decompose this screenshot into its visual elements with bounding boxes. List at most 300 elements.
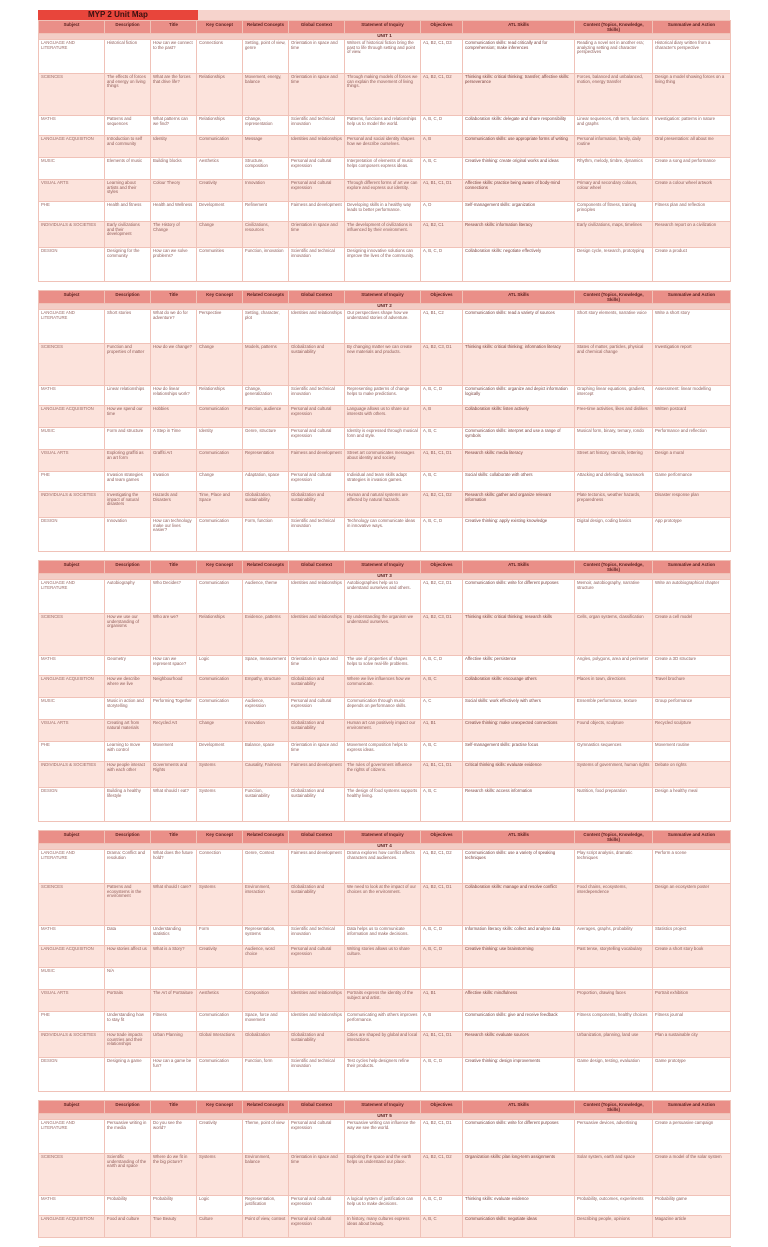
table-cell: Systems [197,884,243,926]
column-header: Subject [39,291,105,304]
table-cell: Primary and secondary colours, colour wheel [575,180,653,202]
column-header: ATL Skills [463,831,575,844]
subject-row [39,248,731,282]
table-cell: A1, B1, C2 [421,310,463,344]
table-cell: Gymnastics sequences [575,742,653,762]
subject-row [39,450,731,472]
table-cell: Probability game [653,1196,731,1216]
table-cell: Performance and reflection [653,428,731,450]
subject-cell: LANGUAGE ACQUISITION [39,1216,105,1238]
table-cell: Linear sequences, nth term, functions and graphs [575,116,653,136]
table-cell [575,968,653,990]
column-header: Content (Topics, Knowledge, Skills) [575,561,653,574]
table-cell: Musical form, binary, ternary, rondo [575,428,653,450]
table-cell: Persuasive devices, advertising [575,1120,653,1154]
table-cell: Solar system, earth and space [575,1154,653,1196]
column-header: Title [151,21,197,34]
table-cell: A1, B2, C1, D2 [421,850,463,884]
table-cell: Create a model of the solar system [653,1154,731,1196]
table-cell: Elements of music [105,158,151,180]
column-header: Title [151,831,197,844]
column-header: Global Context [289,831,345,844]
table-cell: How we use our understanding of organisms [105,614,151,656]
table-cell: How stories affect us [105,946,151,968]
column-header: Global Context [289,21,345,34]
column-header: Objectives [421,291,463,304]
table-cell: Data [105,926,151,946]
table-cell: Design cycle, research, prototyping [575,248,653,282]
spacer-cell [39,1238,731,1247]
table-cell: Game prototype [653,1058,731,1092]
table-cell: The effects of forces and energy on living things [105,74,151,116]
table-cell: Who Decides? [151,580,197,614]
table-cell: Thinking skills: critical thinking; information literacy [463,344,575,386]
column-header: Key Concept [197,21,243,34]
table-cell: Communication skills: use a variety of speaking techniques [463,850,575,884]
table-cell: Designing a game [105,1058,151,1092]
table-cell: Group performance [653,698,731,720]
table-cell: Relationships [197,386,243,406]
column-header: Key Concept [197,561,243,574]
table-cell: How we spend our time [105,406,151,428]
table-cell: Investigation: patterns in nature [653,116,731,136]
table-cell: Neighbourhood [151,676,197,698]
table-cell: Fairness and development [289,850,345,884]
table-cell: Invasion [151,472,197,492]
subject-row [39,762,731,788]
table-cell: Time, Place and Space [197,492,243,518]
subject-row [39,742,731,762]
table-cell: Globalization and sustainability [289,788,345,822]
table-cell: Orientation in space and time [289,742,345,762]
table-cell: Point of view, context [243,1216,289,1238]
subject-row [39,614,731,656]
table-cell: Governments and Rights [151,762,197,788]
table-cell: Ensemble performance, texture [575,698,653,720]
table-cell: A, B, C [421,742,463,762]
column-header: Related Concepts [243,291,289,304]
table-cell: Through different forms of art we can explore and express our identity. [345,180,421,202]
table-cell: Change [197,344,243,386]
subject-cell: DESIGN [39,248,105,282]
table-cell: Audience, theme [243,580,289,614]
table-cell [345,968,421,990]
table-cell: Written postcard [653,406,731,428]
table-cell: Form and structure [105,428,151,450]
subject-cell: SCIENCES [39,884,105,926]
column-header: Related Concepts [243,831,289,844]
table-cell: Persuasive writing can influence the way we see the world. [345,1120,421,1154]
table-cell: Change, representation [243,116,289,136]
table-cell: A, B, C [421,472,463,492]
table-cell: App prototype [653,518,731,552]
table-cell: A1, B2, C3, D1 [421,614,463,656]
table-cell: A Step in Time [151,428,197,450]
table-cell: Street art history, stencils, lettering [575,450,653,472]
column-header: Summative and Action [653,21,731,34]
subject-row [39,580,731,614]
table-cell: Components of fitness, training principles [575,202,653,222]
table-cell: Performing Together [151,698,197,720]
table-cell: Globalization and sustainability [289,676,345,698]
table-cell: Cells, organ systems, classification [575,614,653,656]
table-cell: Places in town, directions [575,676,653,698]
table-cell: Communication [197,450,243,472]
table-cell: By understanding the organism we understand ourselves. [345,614,421,656]
table-cell: Probability, outcomes, experiments [575,1196,653,1216]
table-cell: Design a healthy meal [653,788,731,822]
subject-row [39,1196,731,1216]
subject-cell: MUSIC [39,698,105,720]
column-header: Objectives [421,561,463,574]
table-cell: Communication [197,580,243,614]
table-cell: Understanding statistics [151,926,197,946]
table-cell: Personal and cultural expression [289,1196,345,1216]
spacer-cell [39,552,731,561]
table-cell: Innovation [243,720,289,742]
table-cell: Relationships [197,116,243,136]
table-cell: Probability [151,1196,197,1216]
subject-row [39,850,731,884]
table-cell: Individual and team skills adapt strategies in invasion games. [345,472,421,492]
subject-row [39,926,731,946]
table-cell: Creativity [197,180,243,202]
table-cell: How can we connect to the past? [151,40,197,74]
subject-cell: VISUAL ARTS [39,720,105,742]
table-cell: Thinking skills: critical thinking; transfer; affective skills: perseverance [463,74,575,116]
subject-row [39,1058,731,1092]
subject-cell: SCIENCES [39,1154,105,1196]
table-cell: Logic [197,1196,243,1216]
table-cell: Setting, point of view, genre [243,40,289,74]
table-cell: Research skills: access information [463,788,575,822]
table-cell: Global Interactions [197,1032,243,1058]
header-row [39,291,731,304]
table-cell: A1, B2, C2, D1 [421,580,463,614]
table-cell: A, B, C, D [421,116,463,136]
table-cell: Historical fiction [105,40,151,74]
table-cell: Fitness journal [653,1012,731,1032]
table-cell: Self-management skills: organization [463,202,575,222]
subject-row [39,1216,731,1238]
table-cell: Autobiographies help us to understand ourselves and others. [345,580,421,614]
table-cell [421,968,463,990]
table-cell: Collaboration skills: negotiate effectively [463,248,575,282]
table-cell: Personal and social identity shapes how we describe ourselves. [345,136,421,158]
table-cell: Systems [197,788,243,822]
column-header: Objectives [421,831,463,844]
table-cell: Understanding how to stay fit [105,1012,151,1032]
table-cell: Affective skills: persistence [463,656,575,676]
table-cell: Portraits express the identity of the subject and artist. [345,990,421,1012]
subject-row [39,222,731,248]
table-cell: A, B, C [421,676,463,698]
table-cell: Communication [197,1012,243,1032]
table-cell: How can we solve problems? [151,248,197,282]
table-cell: Play script analysis, dramatic techniques [575,850,653,884]
subject-cell: LANGUAGE ACQUISITION [39,946,105,968]
table-cell: A, B [421,1012,463,1032]
subject-cell: LANGUAGE AND LITERATURE [39,40,105,74]
column-header: Content (Topics, Knowledge, Skills) [575,831,653,844]
table-cell: Identities and relationships [289,614,345,656]
table-cell: Movement, energy, balance [243,74,289,116]
table-cell: Portrait exhibition [653,990,731,1012]
table-cell: Patterns and ecosystems in the environment [105,884,151,926]
table-cell: Identities and relationships [289,580,345,614]
table-cell: N/A [105,968,151,990]
table-cell: Research skills: information literacy [463,222,575,248]
table-cell: Creative thinking: create original works and ideas [463,158,575,180]
column-header: Description [105,831,151,844]
table-cell: Communication [197,518,243,552]
subject-row [39,698,731,720]
table-cell: Communication skills: interpret and use a range of symbols [463,428,575,450]
subject-cell: VISUAL ARTS [39,990,105,1012]
column-header: Related Concepts [243,561,289,574]
table-cell: A, B, C [421,158,463,180]
table-cell: Balance, space [243,742,289,762]
table-cell: A1, B2, C1, D2 [421,74,463,116]
subject-cell: MUSIC [39,968,105,990]
table-cell [243,968,289,990]
table-cell: Found objects, sculpture [575,720,653,742]
table-cell: Evidence, patterns [243,614,289,656]
table-cell: Drama: Conflict and resolution [105,850,151,884]
table-cell: Collaboration skills: encourage others [463,676,575,698]
table-cell: True Beauty [151,1216,197,1238]
table-cell: Disaster response plan [653,492,731,518]
table-cell: Forces, balanced and unbalanced, motion, energy transfer [575,74,653,116]
column-header: ATL Skills [463,21,575,34]
table-cell: Information literacy skills: collect and analyse data [463,926,575,946]
subject-cell: MATHS [39,386,105,406]
table-cell: Urban Planning [151,1032,197,1058]
table-cell: Scientific and technical innovation [289,1058,345,1092]
table-cell: Personal and cultural expression [289,472,345,492]
subject-row [39,990,731,1012]
table-cell: Social skills: work effectively with others [463,698,575,720]
table-cell: Representation [243,450,289,472]
table-cell: A, B [421,136,463,158]
table-cell: By changing matter we can create new materials and products. [345,344,421,386]
header-row [39,21,731,34]
table-cell: Hobbies [151,406,197,428]
table-cell: Collaboration skills: manage and resolve conflict [463,884,575,926]
table-cell: A, B [421,406,463,428]
subject-row [39,136,731,158]
table-cell: Identity [197,428,243,450]
table-cell: Street art communicates messages about identity and society. [345,450,421,472]
table-cell: Relationships [197,74,243,116]
column-header: Summative and Action [653,1101,731,1114]
table-cell: Statistics project [653,926,731,946]
table-cell: Creative thinking: design improvements [463,1058,575,1092]
table-cell: Designing innovative solutions can improve the lives of the community. [345,248,421,282]
table-cell: Scientific and technical innovation [289,386,345,406]
subject-row [39,40,731,74]
table-cell: Communication skills: read critically and for comprehension; make inferences [463,40,575,74]
table-cell: Identities and relationships [289,136,345,158]
table-cell: Research skills: gather and organize relevant information [463,492,575,518]
unit-map-table [38,20,731,1247]
table-cell: Fitness components, healthy choices [575,1012,653,1032]
subject-cell: LANGUAGE AND LITERATURE [39,850,105,884]
subject-cell: LANGUAGE AND LITERATURE [39,1120,105,1154]
table-cell: A1, B2, C1, D1 [421,1120,463,1154]
table-cell: A, B, C, D [421,386,463,406]
table-cell: Food and culture [105,1216,151,1238]
table-cell: Data helps us to communicate information and make decisions. [345,926,421,946]
table-cell: A1, B2, C1 [421,222,463,248]
table-cell: Reading a novel set in another era; analyzing setting and character perspectives [575,40,653,74]
table-cell: Design a model showing forces on a living thing [653,74,731,116]
table-cell: A1, B2, C1, D2 [421,1154,463,1196]
table-cell: Investigating the impact of natural disasters [105,492,151,518]
subject-row [39,310,731,344]
table-cell: Who are we? [151,614,197,656]
table-cell: Personal and cultural expression [289,406,345,428]
unit-spacer [39,1238,731,1247]
table-cell [653,968,731,990]
table-cell: Identities and relationships [289,310,345,344]
spacer-cell [39,282,731,291]
table-cell: Short stories [105,310,151,344]
subject-cell: SCIENCES [39,344,105,386]
table-cell: Personal and cultural expression [289,1120,345,1154]
subject-cell: MATHS [39,926,105,946]
table-cell: Function, audience [243,406,289,428]
table-cell: Nutrition, food preparation [575,788,653,822]
table-cell: Creativity [197,1120,243,1154]
subject-row [39,1154,731,1196]
column-header: Description [105,21,151,34]
table-cell: A, B, C, D [421,926,463,946]
table-cell: Music in action and storytelling [105,698,151,720]
subject-cell: MUSIC [39,158,105,180]
table-cell: Human and natural systems are affected by natural hazards. [345,492,421,518]
table-cell: Identities and relationships [289,1012,345,1032]
table-cell: The rules of government influence the rights of citizens. [345,762,421,788]
table-cell: Collaboration skills: listen actively [463,406,575,428]
column-header: Key Concept [197,831,243,844]
column-header: Objectives [421,1101,463,1114]
table-cell: What patterns can we find? [151,116,197,136]
column-header: ATL Skills [463,291,575,304]
table-cell: Space, force and movement [243,1012,289,1032]
table-cell: Personal and cultural expression [289,158,345,180]
table-cell: Create a colour wheel artwork [653,180,731,202]
table-cell: Organization skills: plan long-term assignments [463,1154,575,1196]
table-cell: Affective skills: practice being aware of body-mind connections [463,180,575,202]
table-cell: Change [197,222,243,248]
table-cell: What is a Story? [151,946,197,968]
table-cell: Communication skills: negotiate ideas [463,1216,575,1238]
table-cell: Cities are shaped by global and local interactions. [345,1032,421,1058]
column-header: Related Concepts [243,21,289,34]
subject-cell: LANGUAGE ACQUISITION [39,406,105,428]
column-header: ATL Skills [463,561,575,574]
table-cell: Globalization [243,1032,289,1058]
table-cell: What should I eat? [151,788,197,822]
table-cell: A, B, C [421,428,463,450]
table-cell: Personal information, family, daily routine [575,136,653,158]
table-cell: Travel brochure [653,676,731,698]
header-row [39,831,731,844]
table-cell: Culture [197,1216,243,1238]
table-cell: A1, B2, C1, D1 [421,884,463,926]
table-cell: Orientation in space and time [289,222,345,248]
table-cell: Communication [197,406,243,428]
table-cell: Research skills: evaluate sources [463,1032,575,1058]
table-cell: What does the future hold? [151,850,197,884]
table-cell [289,968,345,990]
table-cell: Write a short story [653,310,731,344]
table-cell: Plan a sustainable city [653,1032,731,1058]
table-cell: Refinement [243,202,289,222]
table-cell: Communication skills: give and receive feedback [463,1012,575,1032]
subject-cell: LANGUAGE AND LITERATURE [39,310,105,344]
table-cell: Systems of government, human rights [575,762,653,788]
table-cell: Early civilizations, maps, timelines [575,222,653,248]
table-cell: Representation, systems [243,926,289,946]
table-cell: Create a short story book [653,946,731,968]
table-cell: Portraits [105,990,151,1012]
table-cell: A, B, C, D [421,1058,463,1092]
table-cell: Function and properties of matter [105,344,151,386]
table-cell: Globalization and sustainability [289,720,345,742]
table-cell: A1, B1 [421,720,463,742]
table-cell: Attacking and defending, teamwork [575,472,653,492]
table-cell: A logical system of justification can help us to make decisions. [345,1196,421,1216]
column-header: Statement of Inquiry [345,561,421,574]
subject-row [39,116,731,136]
table-cell: Debate on rights [653,762,731,788]
subject-cell: PHE [39,1012,105,1032]
table-cell: Create a cell model [653,614,731,656]
table-cell: Historical diary written from a character's perspective [653,40,731,74]
table-cell: Affective skills: mindfulness [463,990,575,1012]
table-cell: Create a product [653,248,731,282]
table-cell: States of matter, particles, physical and chemical change [575,344,653,386]
table-cell: What should I care? [151,884,197,926]
table-cell: Identity [151,136,197,158]
table-cell: Creating art from natural materials [105,720,151,742]
table-cell: Causality, Fairness [243,762,289,788]
column-header: Subject [39,831,105,844]
table-cell: Creative thinking: use brainstorming [463,946,575,968]
table-cell: Fitness plan and reflection [653,202,731,222]
table-cell: Invasion strategies and team games [105,472,151,492]
column-header: Subject [39,1101,105,1114]
table-cell: Probability [105,1196,151,1216]
table-cell: How can we represent space? [151,656,197,676]
table-cell: Collaboration skills: delegate and share responsibility [463,116,575,136]
table-cell: Connection [197,850,243,884]
table-cell: How can a game be fun? [151,1058,197,1092]
table-cell: Communication skills: use appropriate forms of writing [463,136,575,158]
table-cell: Self-management skills: practise focus [463,742,575,762]
table-cell: A, B, C [421,1216,463,1238]
column-header: Global Context [289,291,345,304]
table-cell: Communication through music depends on performance skills. [345,698,421,720]
table-cell: Introduction to self and community [105,136,151,158]
table-cell: Development [197,202,243,222]
table-cell: Thinking skills: evaluate evidence [463,1196,575,1216]
unit-label: UNIT 3 [39,574,731,580]
header-row [39,1101,731,1114]
table-cell: Communication [197,698,243,720]
